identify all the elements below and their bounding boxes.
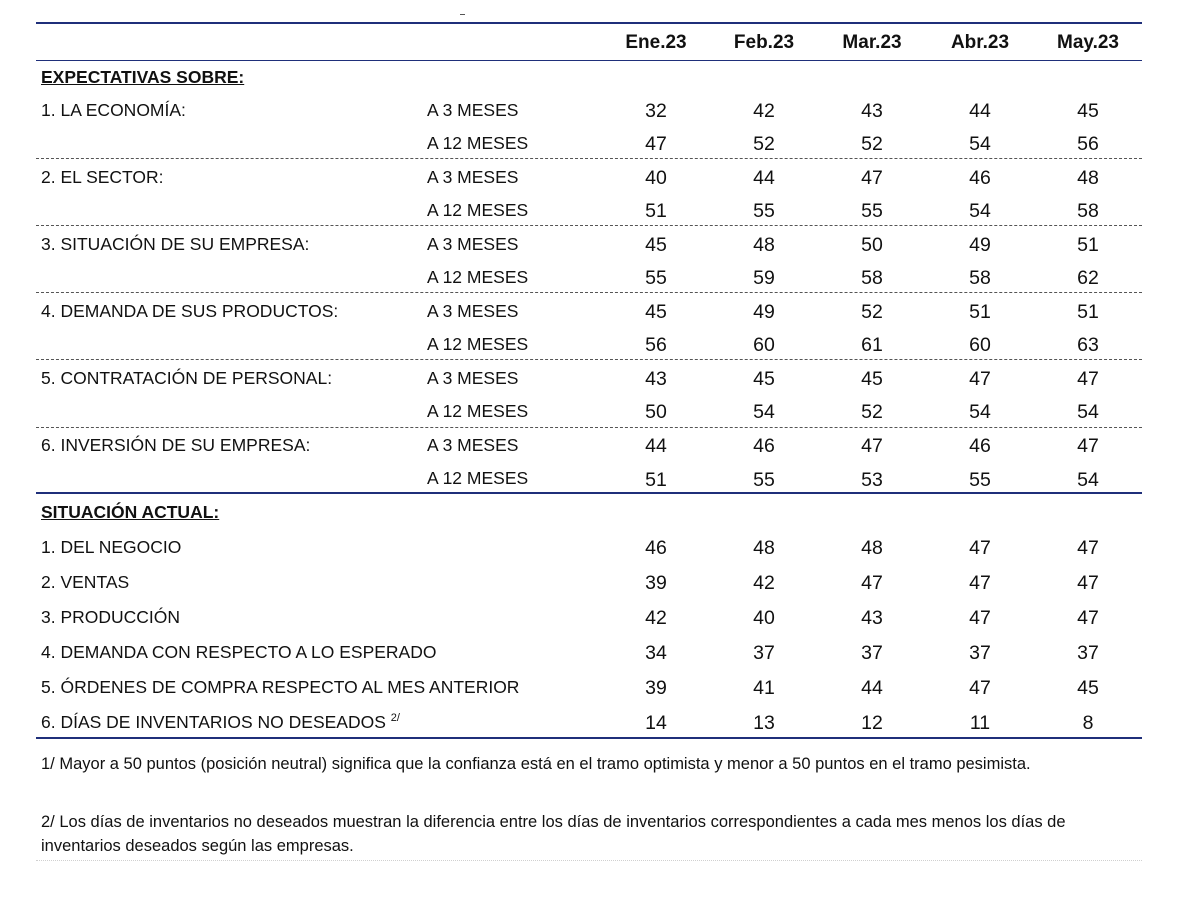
table-cell: 47 [861,572,883,594]
table-cell: 44 [969,100,991,122]
table-cell: 47 [861,167,883,189]
row-label: 1. DEL NEGOCIO [41,537,182,557]
horizon-label: A 3 MESES [427,301,519,321]
header-mark [460,14,465,15]
horizon-label: A 12 MESES [427,200,529,220]
horizon-label: A 3 MESES [427,100,519,120]
table-cell: 51 [645,200,667,222]
group-label: 1. LA ECONOMÍA: [41,100,186,120]
table-cell: 51 [1077,301,1099,323]
table-cell: 58 [861,267,883,289]
table-cell: 41 [753,677,775,699]
table-cell: 62 [1077,267,1099,289]
table-cell: 47 [969,607,991,629]
table-cell: 56 [1077,133,1099,155]
horizon-label: A 12 MESES [427,267,529,287]
row-label [41,712,400,733]
horizon-label: A 12 MESES [427,133,529,153]
table-cell: 44 [753,167,775,189]
table-cell: 46 [969,167,991,189]
table-cell: 55 [753,200,775,222]
table-cell: 55 [645,267,667,289]
table-cell: 60 [969,334,991,356]
table-cell: 40 [645,167,667,189]
table-top-rule [36,22,1142,24]
table-cell: 40 [753,607,775,629]
table-cell: 55 [861,200,883,222]
group-separator [36,359,1142,360]
header-rule [36,60,1142,61]
table-cell: 54 [1077,469,1099,491]
table-cell: 45 [645,301,667,323]
row-label: 3. PRODUCCIÓN [41,607,181,627]
horizon-label: A 12 MESES [427,334,529,354]
horizon-label: A 12 MESES [427,401,529,421]
table-cell: 45 [753,368,775,390]
group-label: 6. INVERSIÓN DE SU EMPRESA: [41,435,311,455]
table-cell: 55 [753,469,775,491]
table-cell: 47 [645,133,667,155]
table-cell: 49 [753,301,775,323]
column-header: May.23 [1057,32,1119,53]
footnote-ref: 2/ [390,712,400,725]
footnote-1: 1/ Mayor a 50 puntos (posición neutral) significa que la confianza está en el tramo optimista y menor a 50 puntos en el tramo pesimista. [41,755,1031,773]
table-cell: 52 [753,133,775,155]
table-cell: 44 [645,435,667,457]
table-cell: 51 [645,469,667,491]
row-label-text: 6. DÍAS DE INVENTARIOS NO DESEADOS [41,712,386,732]
bottom-dotted-line [36,860,1142,861]
group-separator [36,292,1142,293]
group-label: 4. DEMANDA DE SUS PRODUCTOS: [41,301,339,321]
table-cell: 50 [645,401,667,423]
table-cell: 8 [1082,712,1094,734]
table-cell: 34 [645,642,667,664]
table-cell: 47 [1077,537,1099,559]
table-cell: 39 [645,572,667,594]
table-cell: 51 [969,301,991,323]
table-cell: 47 [861,435,883,457]
table-cell: 42 [753,572,775,594]
row-label: 4. DEMANDA CON RESPECTO A LO ESPERADO [41,642,437,662]
row-label: 5. ÓRDENES DE COMPRA RESPECTO AL MES ANTERIOR [41,677,520,697]
table-cell: 52 [861,133,883,155]
table-cell: 54 [969,401,991,423]
table-cell: 49 [969,234,991,256]
table-cell: 47 [969,572,991,594]
table-cell: 45 [861,368,883,390]
table-cell: 47 [1077,368,1099,390]
table-cell: 51 [1077,234,1099,256]
table-cell: 12 [861,712,883,734]
table-cell: 48 [1077,167,1099,189]
table-cell: 47 [969,368,991,390]
table-cell: 43 [861,100,883,122]
table-cell: 55 [969,469,991,491]
group-label: 3. SITUACIÓN DE SU EMPRESA: [41,234,310,254]
table-cell: 52 [861,301,883,323]
section-title-expectativas: EXPECTATIVAS SOBRE: [41,67,245,87]
column-header: Feb.23 [733,32,795,53]
table-cell: 52 [861,401,883,423]
horizon-label: A 3 MESES [427,167,519,187]
table-cell: 11 [969,712,991,734]
table-cell: 48 [861,537,883,559]
table-cell: 13 [753,712,775,734]
horizon-label: A 12 MESES [427,468,529,488]
table-cell: 56 [645,334,667,356]
table-cell: 58 [1077,200,1099,222]
table-cell: 48 [753,234,775,256]
table-cell: 44 [861,677,883,699]
column-header: Mar.23 [842,32,902,53]
horizon-label: A 3 MESES [427,435,519,455]
table-cell: 54 [753,401,775,423]
group-label: 2. EL SECTOR: [41,167,164,187]
table-cell: 42 [645,607,667,629]
table-cell: 37 [1077,642,1099,664]
table-cell: 54 [1077,401,1099,423]
table-cell: 43 [645,368,667,390]
table-cell: 45 [645,234,667,256]
table-cell: 60 [753,334,775,356]
table-cell: 37 [861,642,883,664]
row-label: 2. VENTAS [41,572,130,592]
table-cell: 47 [1077,607,1099,629]
group-label: 5. CONTRATACIÓN DE PERSONAL: [41,368,333,388]
table-cell: 42 [753,100,775,122]
footnote-2: 2/ Los días de inventarios no deseados muestran la diferencia entre los días de inventarios correspondientes a cada mes menos los días de inventarios deseados según las empresas. [41,813,1066,855]
table-cell: 46 [753,435,775,457]
table-cell: 58 [969,267,991,289]
table-cell: 32 [645,100,667,122]
horizon-label: A 3 MESES [427,368,519,388]
group-separator [36,427,1142,428]
table-cell: 47 [1077,435,1099,457]
section-title-situacion: SITUACIÓN ACTUAL: [41,502,220,522]
table-cell: 45 [1077,100,1099,122]
table-cell: 54 [969,133,991,155]
table-cell: 43 [861,607,883,629]
table-cell: 54 [969,200,991,222]
table-cell: 46 [645,537,667,559]
table-cell: 50 [861,234,883,256]
section-rule [36,492,1142,494]
group-separator [36,225,1142,226]
table-cell: 46 [969,435,991,457]
horizon-label: A 3 MESES [427,234,519,254]
table-cell: 63 [1077,334,1099,356]
column-header: Ene.23 [625,32,687,53]
table-cell: 47 [1077,572,1099,594]
table-cell: 45 [1077,677,1099,699]
group-separator [36,158,1142,159]
table-cell: 47 [969,677,991,699]
table-cell: 14 [645,712,667,734]
column-header: Abr.23 [950,32,1010,53]
table-cell: 39 [645,677,667,699]
table-cell: 48 [753,537,775,559]
table-cell: 59 [753,267,775,289]
table-cell: 37 [753,642,775,664]
table-bottom-rule [36,737,1142,739]
table-cell: 61 [861,334,883,356]
table-cell: 53 [861,469,883,491]
table-cell: 37 [969,642,991,664]
table-cell: 47 [969,537,991,559]
